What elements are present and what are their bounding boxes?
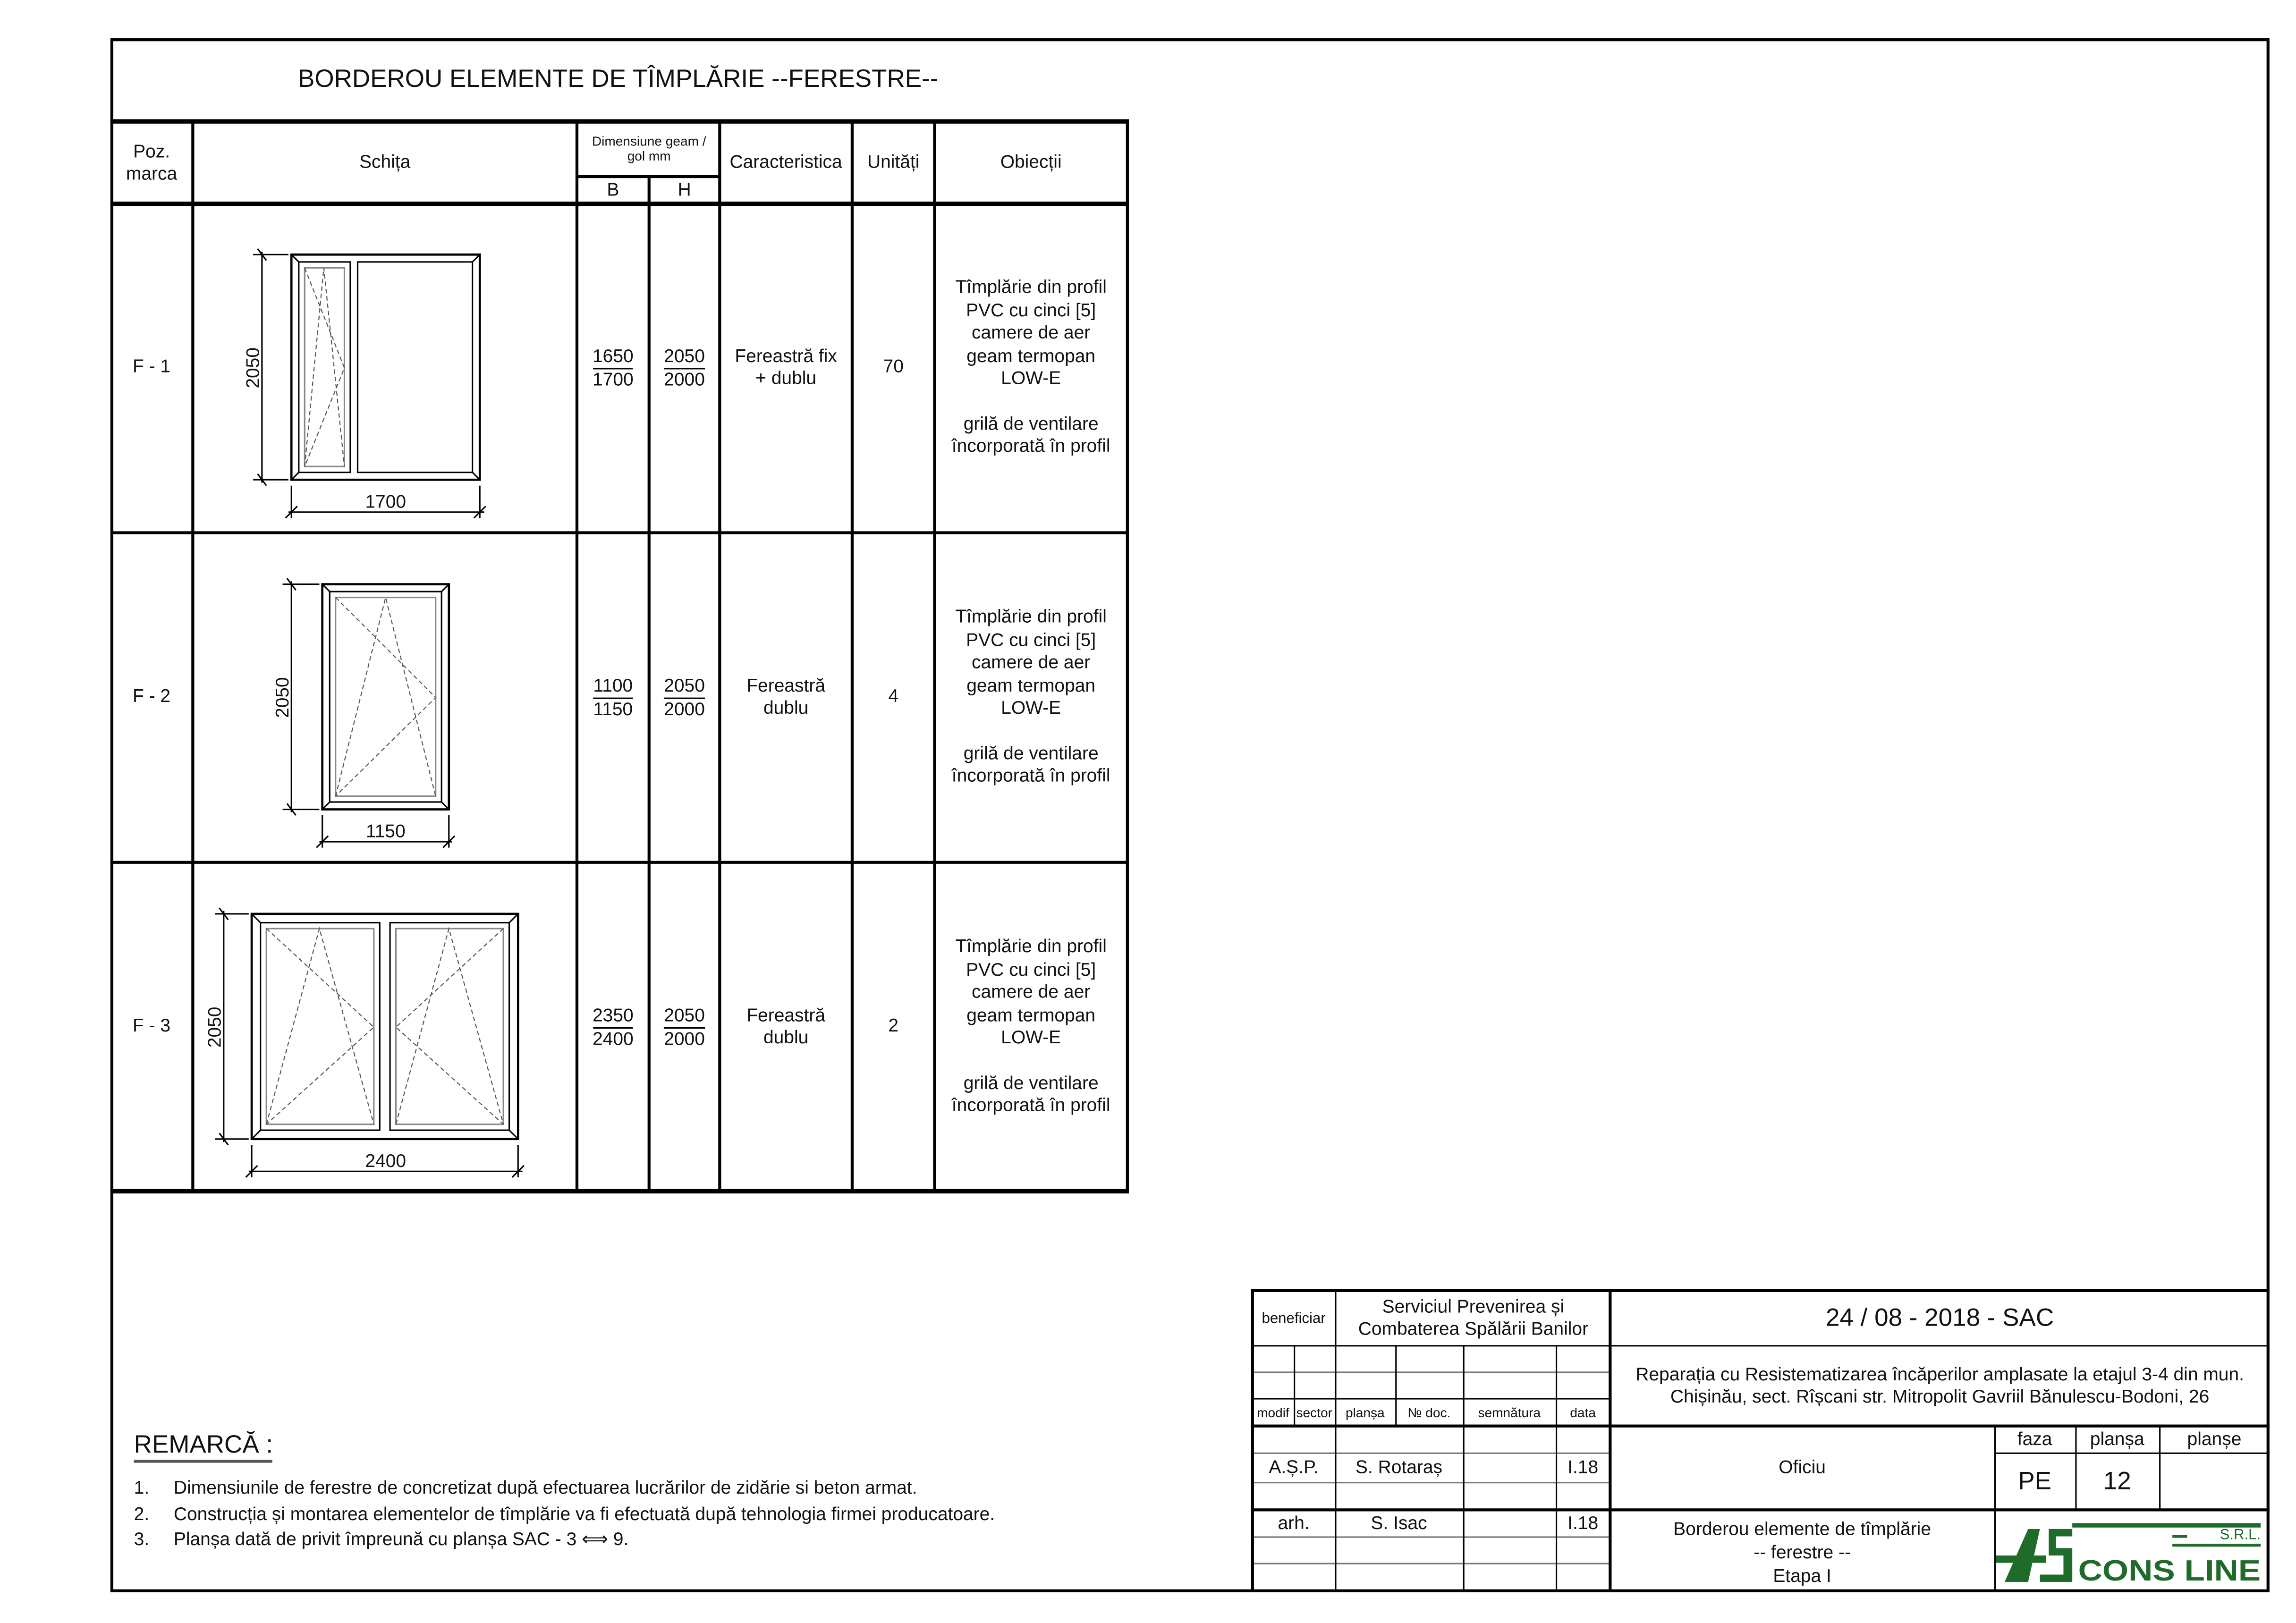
- dimension-h: $\frac{2050}{2000}$: [664, 1004, 705, 1049]
- row-observations: Tîmplărie din profil PVC cu cinci [5] camere de aer geam termopan LOW-E grilă de ventilare încorporată în profil: [951, 607, 1110, 786]
- header-poz: Poz. marca: [126, 140, 178, 184]
- window-sketch-f1: [253, 249, 486, 518]
- plansa-value: 12: [2103, 1467, 2131, 1496]
- remark-item: 2. Construcția și montarea elementelor de tîmplărie va fi efectuată după tehnologia firmei producatoare.: [134, 1503, 995, 1524]
- remarks-title: REMARCĂ :: [134, 1430, 273, 1463]
- dimension-width-f2: 1150: [365, 821, 406, 842]
- row-position: F - 3: [132, 1015, 171, 1037]
- dimension-b: $\frac{1650}{1700}$: [593, 345, 634, 389]
- project-code: 24 / 08 - 2018 - SAC: [1826, 1304, 2054, 1332]
- dimension-b: $\frac{2350}{2400}$: [593, 1004, 634, 1049]
- col-header-modif: modif: [1257, 1405, 1289, 1420]
- remark-item: 3. Planșa dată de privit împreună cu planșa SAC - 3 ⟺ 9.: [134, 1529, 629, 1550]
- beneficiar-name: Serviciul Prevenirea și Combaterea Spălării Banilor: [1358, 1295, 1589, 1339]
- row-characteristic: Fereastră dublu: [746, 1004, 826, 1048]
- project-description: Reparația cu Resistematizarea încăperilor amplasate la etajul 3-4 din mun. Chișinău, sect. Rîșcani str. Mitropolit Gavriil Bănulescu-Bodoni, 26: [1635, 1363, 2244, 1407]
- col-header-nr-doc: № doc.: [1407, 1405, 1451, 1420]
- faza-value: PE: [2018, 1467, 2052, 1496]
- row-position: F - 2: [132, 686, 171, 707]
- header-b: B: [607, 179, 619, 200]
- plansa-label: planșa: [2090, 1429, 2144, 1449]
- header-unitati: Unități: [867, 152, 920, 173]
- company-logo: [1996, 1511, 2268, 1590]
- row-units: 70: [883, 356, 904, 377]
- role-asp: A.Ș.P.: [1269, 1457, 1319, 1478]
- dimension-height-f1: 2050: [243, 347, 263, 389]
- col-header-data: data: [1570, 1405, 1596, 1420]
- faza-label: faza: [2017, 1429, 2052, 1449]
- header-h: H: [678, 179, 691, 200]
- header-caracteristica: Caracteristica: [729, 152, 842, 173]
- row-characteristic: Fereastră fix + dublu: [735, 345, 837, 389]
- dimension-h: $\frac{2050}{2000}$: [664, 675, 705, 719]
- dimension-width-f3: 2400: [365, 1151, 407, 1172]
- header-obiectii: Obiecții: [1000, 152, 1062, 173]
- dimension-height-f3: 2050: [204, 1006, 225, 1048]
- col-header-sector: sector: [1296, 1405, 1332, 1420]
- dimension-width-f1: 1700: [365, 491, 407, 512]
- date-rotaras: I.18: [1567, 1457, 1599, 1478]
- dimension-h: $\frac{2050}{2000}$: [664, 345, 705, 389]
- window-sketch-f3: [215, 908, 524, 1177]
- role-arh: arh.: [1278, 1512, 1310, 1533]
- row-position: F - 1: [132, 356, 171, 377]
- row-units: 4: [888, 686, 899, 707]
- row-characteristic: Fereastră dublu: [746, 675, 826, 719]
- dimension-height-f2: 2050: [272, 677, 293, 718]
- dimension-b: $\frac{1100}{1150}$: [593, 675, 633, 719]
- svg-text:S.R.L.: S.R.L.: [2220, 1526, 2261, 1543]
- window-sketch-f2: [283, 578, 455, 847]
- office: Oficiu: [1779, 1456, 1826, 1477]
- col-header-semnatura: semnătura: [1478, 1405, 1541, 1420]
- row-observations: Tîmplărie din profil PVC cu cinci [5] camere de aer geam termopan LOW-E grilă de ventilare încorporată în profil: [951, 936, 1110, 1116]
- sheet-title: Borderou elemente de tîmplărie -- ferestre -- Etapa I: [1673, 1518, 1932, 1586]
- remark-item: 1. Dimensiunile de ferestre de concretizat după efectuarea lucrărilor de zidărie si beton armat.: [134, 1477, 917, 1498]
- name-rotaras: S. Rotaraș: [1355, 1457, 1443, 1478]
- document-title: BORDEROU ELEMENTE DE TÎMPLĂRIE --FERESTRE--: [298, 65, 939, 93]
- name-isac: S. Isac: [1371, 1512, 1427, 1533]
- header-schita: Schița: [359, 152, 411, 173]
- row-observations: Tîmplărie din profil PVC cu cinci [5] camere de aer geam termopan LOW-E grilă de ventilare încorporată în profil: [951, 277, 1110, 457]
- beneficiar-label: beneficiar: [1262, 1310, 1326, 1327]
- row-units: 2: [888, 1015, 899, 1037]
- remarks-list: [134, 1476, 995, 1554]
- date-isac: I.18: [1567, 1512, 1599, 1533]
- col-header-plansa: planșa: [1345, 1405, 1385, 1420]
- planse-label: planșe: [2187, 1429, 2242, 1449]
- svg-text:CONS LINE: CONS LINE: [2078, 1554, 2261, 1587]
- header-dimensiune: Dimensiune geam / gol mm: [592, 134, 706, 164]
